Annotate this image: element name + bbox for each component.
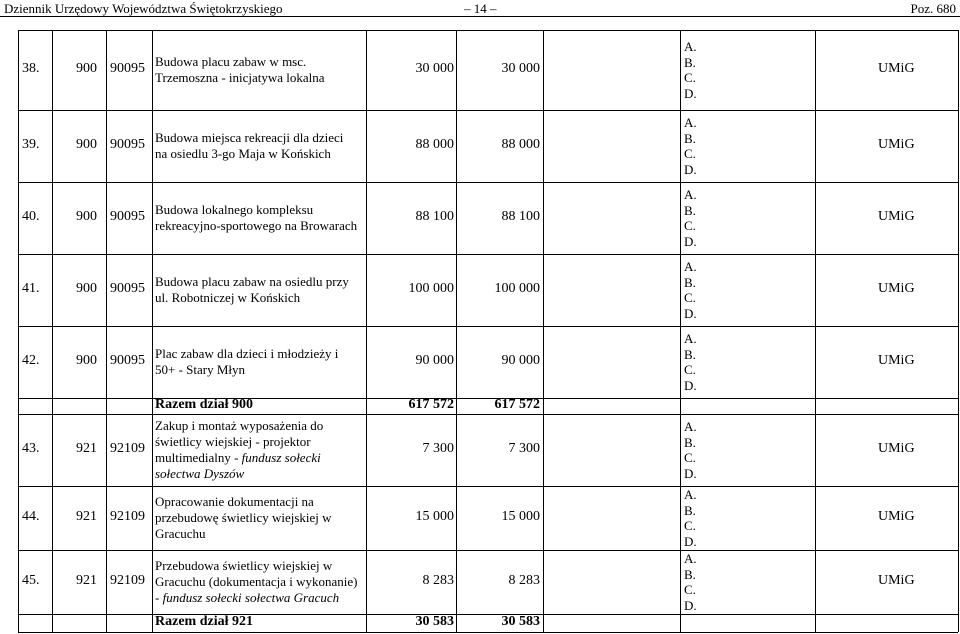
row-letters — [684, 187, 697, 249]
row-unit: UMiG — [878, 281, 915, 296]
letter-item: D. — [684, 465, 697, 481]
row-lp: 44. — [22, 509, 40, 524]
total-label: Razem dział 921 — [155, 614, 253, 629]
row-description — [155, 494, 365, 542]
letter-item: D. — [684, 597, 697, 613]
row-amount-year: 30 000 — [501, 61, 540, 76]
page-number: – 14 – — [464, 1, 497, 16]
row-dzial: 921 — [76, 509, 97, 524]
row-rozdzial: 92109 — [110, 509, 145, 524]
row-amount-year: 88 000 — [501, 137, 540, 152]
row-amount-year: 90 000 — [501, 353, 540, 368]
row-amount-planned: 100 000 — [408, 281, 454, 296]
description-line: na osiedlu 3-go Maja w Końskich — [155, 146, 331, 161]
letter-item: D. — [684, 161, 697, 177]
description-line — [155, 466, 365, 482]
letter-item: D. — [684, 85, 697, 101]
description-italic: fundusz sołecki — [241, 450, 321, 465]
row-letters — [684, 551, 697, 613]
description-line: Budowa placu zabaw na osiedlu przy — [155, 274, 349, 289]
description-line: Budowa placu zabaw w msc. — [155, 54, 307, 69]
description-italic: - fundusz sołecki sołectwa Gracuch — [155, 590, 340, 605]
grid-hline — [18, 486, 958, 487]
letter-item: A. — [684, 39, 697, 54]
grid-hline — [18, 110, 958, 111]
row-amount-planned: 88 000 — [415, 137, 454, 152]
letter-item: D. — [684, 233, 697, 249]
row-rozdzial: 92109 — [110, 441, 145, 456]
description-line — [155, 450, 365, 466]
row-description — [155, 130, 365, 162]
row-amount-year: 8 283 — [508, 573, 540, 588]
row-amount-planned: 7 300 — [422, 441, 454, 456]
description-line: Opracowanie dokumentacji na — [155, 494, 314, 509]
row-lp: 42. — [22, 353, 40, 368]
grid-vline — [680, 30, 681, 632]
row-letters — [684, 331, 697, 393]
letter-item: C. — [684, 218, 696, 233]
grid-vline — [456, 30, 457, 632]
description-line: przebudowę świetlicy wiejskiej w — [155, 510, 332, 525]
row-unit: UMiG — [878, 573, 915, 588]
grid-hline — [18, 550, 958, 551]
letter-item: B. — [684, 130, 696, 146]
letter-item: A. — [684, 115, 697, 130]
grid-hline — [18, 30, 958, 31]
letter-item: B. — [684, 502, 696, 518]
letter-item: A. — [684, 259, 697, 274]
row-rozdzial: 90095 — [110, 61, 145, 76]
letter-item: D. — [684, 305, 697, 321]
grid-hline — [18, 632, 958, 633]
grid-hline — [18, 414, 958, 415]
row-description — [155, 346, 365, 378]
letter-item: B. — [684, 346, 696, 362]
journal-title: Dziennik Urzędowy Województwa Świętokrzyskiego — [4, 1, 283, 16]
letter-item: C. — [684, 290, 696, 305]
row-description — [155, 418, 365, 482]
grid-vline — [106, 30, 107, 632]
description-line: Budowa lokalnego kompleksu — [155, 202, 314, 217]
row-unit: UMiG — [878, 137, 915, 152]
row-dzial: 900 — [76, 137, 97, 152]
grid-hline — [18, 182, 958, 183]
description-italic: sołectwa Dyszów — [155, 466, 245, 481]
description-line: Zakup i montaż wyposażenia do — [155, 418, 324, 433]
description-line: Gracuchu (dokumentacja i wykonanie) — [155, 574, 358, 589]
row-amount-planned: 30 000 — [415, 61, 454, 76]
page-header — [0, 0, 960, 18]
letter-item: A. — [684, 551, 697, 566]
row-rozdzial: 90095 — [110, 137, 145, 152]
row-description — [155, 274, 365, 306]
row-rozdzial: 92109 — [110, 573, 145, 588]
total-amount-planned: 617 572 — [408, 397, 454, 412]
letter-item: C. — [684, 362, 696, 377]
letter-item: C. — [684, 70, 696, 85]
letter-item: D. — [684, 533, 697, 549]
total-label: Razem dział 900 — [155, 397, 253, 412]
description-line: Przebudowa świetlicy wiejskiej w — [155, 558, 333, 573]
row-letters — [684, 259, 697, 321]
description-text: multimedialny - — [155, 450, 242, 465]
row-unit: UMiG — [878, 209, 915, 224]
letter-item: C. — [684, 582, 696, 597]
description-line: rekreacyjno-sportowego na Browarach — [155, 218, 358, 233]
header-rule — [0, 16, 960, 17]
row-rozdzial: 90095 — [110, 209, 145, 224]
total-amount-planned: 30 583 — [415, 614, 454, 629]
letter-item: A. — [684, 487, 697, 502]
row-lp: 39. — [22, 137, 40, 152]
row-dzial: 921 — [76, 441, 97, 456]
row-amount-year: 7 300 — [508, 441, 540, 456]
grid-hline — [18, 254, 958, 255]
row-rozdzial: 90095 — [110, 353, 145, 368]
row-lp: 38. — [22, 61, 40, 76]
row-amount-planned: 90 000 — [415, 353, 454, 368]
letter-item: A. — [684, 331, 697, 346]
row-letters — [684, 115, 697, 177]
row-dzial: 900 — [76, 353, 97, 368]
grid-hline — [18, 326, 958, 327]
row-lp: 43. — [22, 441, 40, 456]
row-description — [155, 202, 365, 234]
position-number: Poz. 680 — [910, 1, 956, 16]
letter-item: B. — [684, 566, 696, 582]
row-amount-planned: 15 000 — [415, 509, 454, 524]
description-line: Budowa miejsca rekreacji dla dzieci — [155, 130, 344, 145]
description-line — [155, 590, 365, 606]
row-description — [155, 558, 365, 606]
row-letters — [684, 39, 697, 101]
letter-item: B. — [684, 54, 696, 70]
description-line: Gracuchu — [155, 526, 206, 541]
description-line: Trzemoszna - inicjatywa lokalna — [155, 70, 325, 85]
grid-vline — [52, 30, 53, 632]
grid-vline — [543, 30, 544, 632]
row-letters — [684, 487, 697, 549]
letter-item: A. — [684, 187, 697, 202]
grid-vline — [815, 30, 816, 632]
description-line: świetlicy wiejskiej - projektor — [155, 434, 311, 449]
grid-vline — [958, 30, 959, 632]
grid-vline — [18, 30, 19, 632]
row-lp: 40. — [22, 209, 40, 224]
row-dzial: 921 — [76, 573, 97, 588]
description-line: 50+ - Stary Młyn — [155, 362, 246, 377]
row-unit: UMiG — [878, 353, 915, 368]
letter-item: B. — [684, 202, 696, 218]
row-description — [155, 54, 365, 86]
description-line: Plac zabaw dla dzieci i młodzieży i — [155, 346, 339, 361]
row-dzial: 900 — [76, 209, 97, 224]
row-dzial: 900 — [76, 61, 97, 76]
letter-item: C. — [684, 146, 696, 161]
row-amount-planned: 8 283 — [422, 573, 454, 588]
letter-item: B. — [684, 434, 696, 450]
row-unit: UMiG — [878, 509, 915, 524]
row-unit: UMiG — [878, 441, 915, 456]
letter-item: C. — [684, 450, 696, 465]
row-lp: 45. — [22, 573, 40, 588]
description-line: ul. Robotniczej w Końskich — [155, 290, 301, 305]
row-amount-year: 100 000 — [494, 281, 540, 296]
row-unit: UMiG — [878, 61, 915, 76]
row-amount-planned: 88 100 — [415, 209, 454, 224]
total-amount-year: 30 583 — [501, 614, 540, 629]
row-dzial: 900 — [76, 281, 97, 296]
grid-vline — [366, 30, 367, 632]
letter-item: C. — [684, 518, 696, 533]
row-lp: 41. — [22, 281, 40, 296]
letter-item: A. — [684, 419, 697, 434]
grid-vline — [152, 30, 153, 632]
row-letters — [684, 419, 697, 481]
letter-item: B. — [684, 274, 696, 290]
letter-item: D. — [684, 377, 697, 393]
row-amount-year: 88 100 — [501, 209, 540, 224]
total-amount-year: 617 572 — [494, 397, 540, 412]
row-rozdzial: 90095 — [110, 281, 145, 296]
row-amount-year: 15 000 — [501, 509, 540, 524]
